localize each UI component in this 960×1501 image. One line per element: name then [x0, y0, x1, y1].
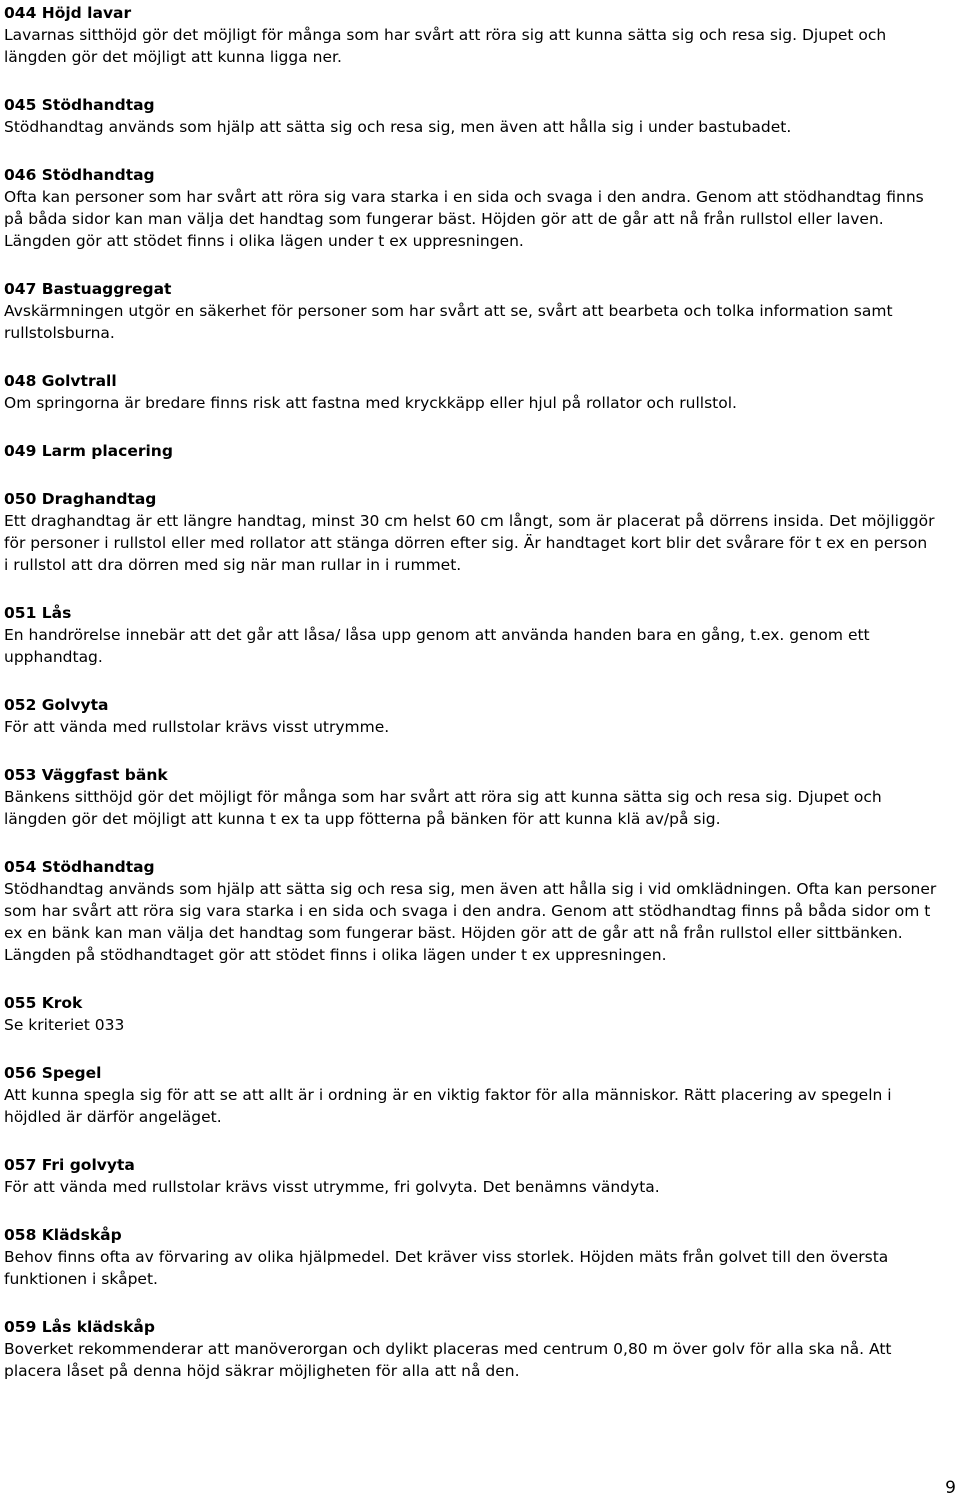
criterion-heading: 050 Draghandtag [4, 490, 157, 508]
document-body [4, 2, 944, 1382]
page-number: 9 [945, 1478, 956, 1498]
criterion-text-line: En handrörelse innebär att det går att låsa/ låsa upp genom att använda handen bara en gång, t.ex. genom ett [4, 626, 870, 644]
section-spacer [4, 830, 944, 856]
criterion-text-line: Ofta kan personer som har svårt att röra sig vara starka i en sida och svaga i den andra. Genom att stödhandtag finns [4, 188, 924, 206]
section-spacer [4, 68, 944, 94]
criterion-section [4, 94, 944, 138]
criterion-heading: 045 Stödhandtag [4, 96, 155, 114]
criterion-section [4, 1062, 944, 1128]
section-spacer [4, 1198, 944, 1224]
criterion-text-line: Längden gör att stödet finns i olika lägen under t ex uppresningen. [4, 232, 524, 250]
criterion-text-line: Lavarnas sitthöjd gör det möjligt för många som har svårt att röra sig att kunna sätta sig och resa sig. Djupet och [4, 26, 887, 44]
criterion-section [4, 1154, 944, 1198]
criterion-section [4, 2, 944, 68]
criterion-section [4, 992, 944, 1036]
criterion-text-line: Behov finns ofta av förvaring av olika hjälpmedel. Det kräver viss storlek. Höjden mäts från golvet till den översta [4, 1248, 889, 1266]
criterion-text-line: placera låset på denna höjd säkrar möjligheten för alla att nå den. [4, 1362, 520, 1380]
section-spacer [4, 414, 944, 440]
criterion-section [4, 278, 944, 344]
criterion-heading: 047 Bastuaggregat [4, 280, 172, 298]
criterion-section [4, 370, 944, 414]
criterion-heading: 053 Väggfast bänk [4, 766, 168, 784]
criterion-heading: 059 Lås klädskåp [4, 1318, 155, 1336]
criterion-section [4, 488, 944, 576]
section-spacer [4, 576, 944, 602]
criterion-text-line: för personer i rullstol eller med rollator att stänga dörren efter sig. Är handtaget kort blir det svårare för t ex en person [4, 534, 928, 552]
section-spacer [4, 462, 944, 488]
section-spacer [4, 1036, 944, 1062]
criterion-text-line: Bänkens sitthöjd gör det möjligt för många som har svårt att röra sig att kunna sätta sig och resa sig. Djupet och [4, 788, 882, 806]
criterion-text-line: För att vända med rullstolar krävs visst utrymme, fri golvyta. Det benämns vändyta. [4, 1178, 660, 1196]
criterion-text-line: Ett draghandtag är ett längre handtag, minst 30 cm helst 60 cm långt, som är placerat på dörrens insida. Det möjliggör [4, 512, 935, 530]
criterion-text-line: ex en bänk kan man välja det handtag som fungerar bäst. Höjden gör att de går att nå från rullstol eller sittbänken. [4, 924, 903, 942]
criterion-text-line: rullstolsburna. [4, 324, 115, 342]
criterion-text-line: på båda sidor kan man välja det handtag som fungerar bäst. Höjden gör att de går att nå från rullstol eller laven. [4, 210, 884, 228]
criterion-section [4, 1316, 944, 1382]
criterion-section [4, 856, 944, 966]
criterion-text-line: För att vända med rullstolar krävs visst utrymme. [4, 718, 390, 736]
section-spacer [4, 138, 944, 164]
criterion-heading: 058 Klädskåp [4, 1226, 122, 1244]
criterion-heading: 055 Krok [4, 994, 83, 1012]
criterion-heading: 049 Larm placering [4, 442, 173, 460]
criterion-text-line: funktionen i skåpet. [4, 1270, 158, 1288]
criterion-text-line: Stödhandtag används som hjälp att sätta sig och resa sig, men även att hålla sig i vid omklädningen. Ofta kan personer [4, 880, 937, 898]
criterion-section [4, 440, 944, 462]
criterion-text-line: Avskärmningen utgör en säkerhet för personer som har svårt att se, svårt att bearbeta och tolka information samt [4, 302, 893, 320]
criterion-text-line: Att kunna spegla sig för att se att allt är i ordning är en viktig faktor för alla människor. Rätt placering av spegeln i [4, 1086, 892, 1104]
section-spacer [4, 668, 944, 694]
criterion-heading: 044 Höjd lavar [4, 4, 132, 22]
criterion-text-line: Se kriteriet 033 [4, 1016, 125, 1034]
section-spacer [4, 1128, 944, 1154]
criterion-text-line: Om springorna är bredare finns risk att fastna med kryckkäpp eller hjul på rollator och rullstol. [4, 394, 737, 412]
criterion-text-line: Boverket rekommenderar att manöverorgan och dylikt placeras med centrum 0,80 m över golv för alla ska nå. Att [4, 1340, 892, 1358]
criterion-section [4, 1224, 944, 1290]
criterion-text-line: som har svårt att röra sig vara starka i en sida och svaga i den andra. Genom att stödhandtag finns på båda sidor om t [4, 902, 931, 920]
section-spacer [4, 738, 944, 764]
criterion-text-line: Längden på stödhandtaget gör att stödet finns i olika lägen under t ex uppresningen. [4, 946, 667, 964]
criterion-text-line: höjdled är därför angeläget. [4, 1108, 222, 1126]
section-spacer [4, 966, 944, 992]
criterion-heading: 052 Golvyta [4, 696, 109, 714]
criterion-section [4, 164, 944, 252]
criterion-text-line: i rullstol att dra dörren med sig när man rullar in i rummet. [4, 556, 462, 574]
criterion-section [4, 694, 944, 738]
criterion-text-line: upphandtag. [4, 648, 103, 666]
criterion-heading: 051 Lås [4, 604, 72, 622]
criterion-heading: 056 Spegel [4, 1064, 102, 1082]
criterion-heading: 046 Stödhandtag [4, 166, 155, 184]
criterion-heading: 057 Fri golvyta [4, 1156, 135, 1174]
criterion-heading: 048 Golvtrall [4, 372, 117, 390]
criterion-section [4, 764, 944, 830]
criterion-heading: 054 Stödhandtag [4, 858, 155, 876]
section-spacer [4, 252, 944, 278]
criterion-section [4, 602, 944, 668]
section-spacer [4, 344, 944, 370]
section-spacer [4, 1290, 944, 1316]
criterion-text-line: längden gör det möjligt att kunna ligga ner. [4, 48, 342, 66]
criterion-text-line: längden gör det möjligt att kunna t ex ta upp fötterna på bänken för att kunna klä av/på sig. [4, 810, 721, 828]
criterion-text-line: Stödhandtag används som hjälp att sätta sig och resa sig, men även att hålla sig i under bastubadet. [4, 118, 792, 136]
